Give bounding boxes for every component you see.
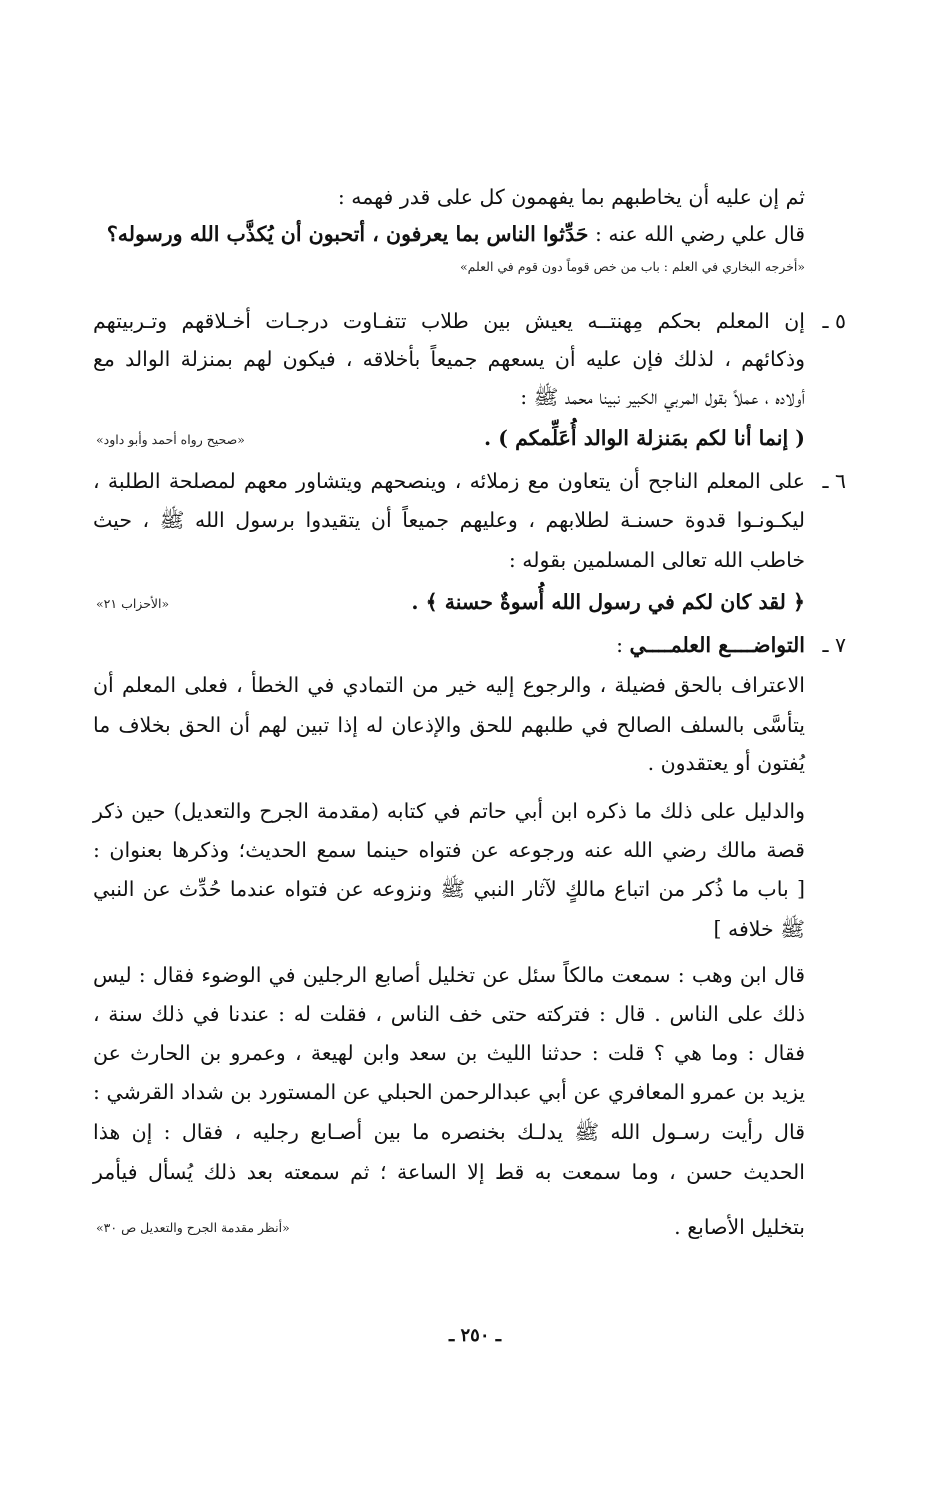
item-number-7: ٧ ـ xyxy=(822,633,846,657)
item-number-5: ٥ ـ xyxy=(822,309,846,333)
narration-line2: ذلك على الناس . قال : فتركته حتى خف الناس ، فقلت له : عندنا في ذلك سنة ، xyxy=(93,1002,805,1026)
intro-line: ثم إن عليه أن يخاطبهم بما يفهمون كل على قدر فهمه : xyxy=(337,185,805,209)
page-number: ـ ٢٥٠ ـ xyxy=(448,1325,502,1346)
narration-line7: بتخليل الأصابع . xyxy=(674,1215,805,1239)
narration-line1: قال ابن وهب : سمعت مالكاً سئل عن تخليل أصابع الرجلين في الوضوء فقال : ليس xyxy=(93,963,805,987)
item5-line1: إن المعلم بحكم مِهنتــه يعيش بين طلاب تتفـاوت درجـات أخـلاقهم وتـربيتهم xyxy=(93,309,805,333)
item5-quote: ( إنما أنا لكم بمَنزلة الوالد أُعَلِّمكم ) . xyxy=(483,426,805,450)
item5-line2: وذكائهم ، لذلك فإن عليه أن يسعهم جميعاً بأخلاقه ، فيكون لهم بمنزلة الوالد مع xyxy=(93,347,805,371)
evidence-line3: [ باب ما ذُكر من اتباع مالكٍ لآثار النبي ﷺ ونزوعه عن فتواه عندما حُدِّث عن النبي xyxy=(93,877,805,901)
evidence-line1: والدليل على ذلك ما ذكره ابن أبي حاتم في كتابه (مقدمة الجرح والتعديل) حين ذكر xyxy=(93,799,805,823)
item7-title: التواضــــع العلمــــي xyxy=(629,633,805,657)
hadith-intro: قال علي رضي الله عنه : xyxy=(594,222,805,246)
item7-colon: : xyxy=(616,633,623,657)
item7-line3: يُفتون أو يعتقدون . xyxy=(647,751,805,775)
narration-line5: قال رأيت رسـول الله ﷺ يدلـك بخنصره ما بين أصـابع رجليه ، فقال : إن هذا xyxy=(93,1120,805,1144)
hadith-text: حَدِّثوا الناس بما يعرفون ، أتحبون أن يُكذَّب الله ورسوله؟ xyxy=(106,222,589,246)
narration-line4: يزيد بن عمرو المعافري عن أبي عبدالرحمن الحبلي عن المستورد بن شداد القرشي : xyxy=(93,1080,805,1104)
item-number-6: ٦ ـ xyxy=(822,469,846,493)
evidence-line4: ﷺ خلافه ] xyxy=(713,917,805,941)
citation-ahzab: «الأحزاب ٢١» xyxy=(96,596,170,611)
citation-bukhari: «أخرجه البخاري في العلم : باب من خص قوماً دون قوم في العلم» xyxy=(460,259,805,274)
item7-line1: الاعتراف بالحق فضيلة ، والرجوع إليه خير من التمادي في الخطأ ، فعلى المعلم أن xyxy=(93,673,805,697)
item6-line1: على المعلم الناجح أن يتعاون مع زملائه ، وينصحهم ويتشاور معهم لمصلحة الطلبة ، xyxy=(93,469,805,493)
narration-line6: الحديث حسن ، وما سمعت به قط إلا الساعة ؛ ثم سمعته بعد ذلك يُسأل فيأمر xyxy=(93,1160,805,1184)
citation-jarh: «أنظر مقدمة الجرح والتعديل ص ٣٠» xyxy=(96,1220,290,1235)
item5-line3: أولاده ، عملاً بقول المربي الكبير نبينا محمد ﷺ : xyxy=(520,385,805,409)
hadith-line xyxy=(107,217,805,251)
item6-line3: خاطب الله تعالى المسلمين بقوله : xyxy=(508,548,805,572)
item7-heading xyxy=(616,628,805,662)
item6-quran-verse: ﴿ لقد كان لكم في رسول الله أُسوةٌ حسنة ﴾ . xyxy=(411,590,805,614)
item7-line2: يتأسَّى بالسلف الصالح في طلبهم للحق والإذعان له إذا تبين لهم أن الحق بخلاف ما xyxy=(93,713,805,737)
evidence-line2: قصة مالك رضي الله عنه ورجوعه عن فتواه حينما سمع الحديث؛ وذكرها بعنوان : xyxy=(93,838,805,862)
citation-ahmad: «صحيح رواه أحمد وأبو داود» xyxy=(96,432,245,447)
narration-line3: فقال : وما هي ؟ قلت : حدثنا الليث بن سعد وابن لهيعة ، وعمرو بن الحارث عن xyxy=(93,1041,805,1065)
item6-line2: ليكـونـوا قدوة حسنـة لطلابهم ، وعليهم جميعاً أن يتقيدوا برسول الله ﷺ ، حيث xyxy=(93,508,805,532)
